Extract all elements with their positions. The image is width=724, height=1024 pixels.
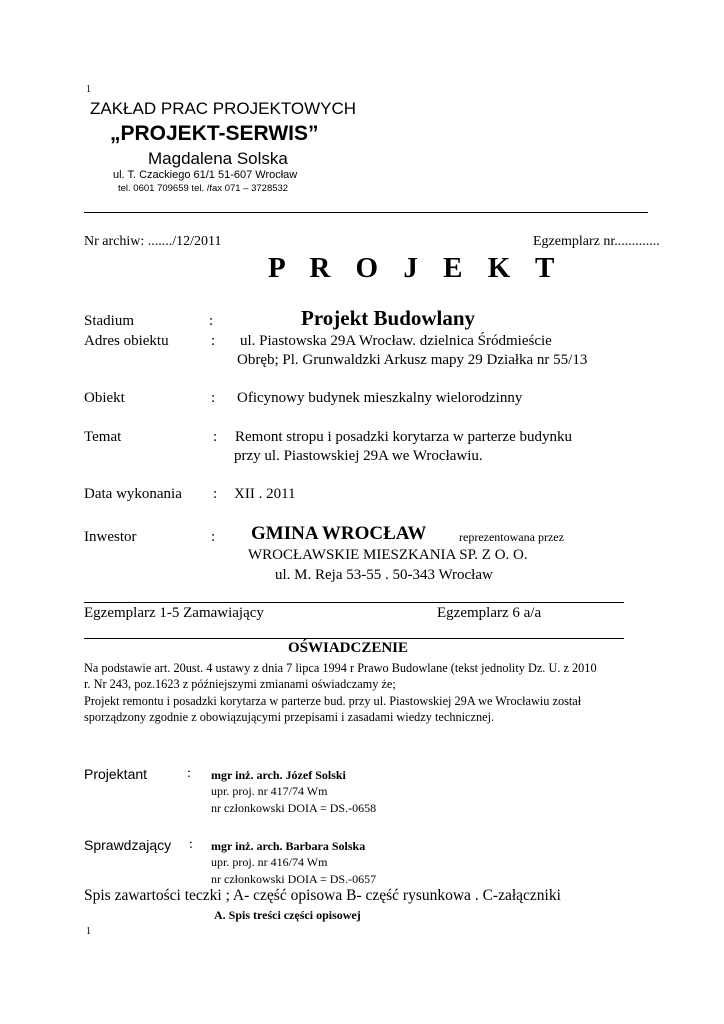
object-colon: : [211,390,216,406]
topic-line2: przy ul. Piastowskiej 29A we Wrocławiu. [234,448,483,464]
investor-name: GMINA WROCŁAW [251,523,427,544]
investor-line3: ul. M. Reja 53-55 . 50-343 Wrocław [275,567,493,583]
copies-left: Egzemplarz 1-5 Zamawiający [84,605,264,621]
copy-number: Egzemplarz nr............. [533,234,660,249]
date-label: Data wykonania [84,486,182,502]
date-colon: : [213,486,218,502]
checker-colon: : [189,837,193,852]
archive-number: Nr archiw: ......./12/2011 [84,234,222,249]
statement-heading: OŚWIADCZENIE [288,640,409,656]
company-line1: ZAKŁAD PRAC PROJEKTOWYCH [90,99,357,118]
address-line2: Obręb; Pl. Grunwaldzki Arkusz mapy 29 Działka nr 55/13 [237,352,588,368]
checker-label: Sprawdzający [84,837,172,853]
page-title: P R O J E K T [268,252,564,284]
designer-colon: : [187,766,191,781]
statement-line2: r. Nr 243, poz.1623 z późniejszymi zmianami oświadczamy że; [84,677,396,691]
topic-line1: Remont stropu i posadzki korytarza w parterze budynku [235,429,572,445]
object-label: Obiekt [84,390,125,406]
company-phones: tel. 0601 709659 tel. /fax 071 – 3728532 [118,183,289,194]
copies-bottom-rule [84,638,624,639]
designer-member: nr członkowski DOIA = DS.-0658 [211,801,377,815]
topic-label: Temat [84,429,122,445]
object-value: Oficynowy budynek mieszkalny wielorodzinny [237,390,523,406]
designer-name: mgr inż. arch. Józef Solski [211,768,346,782]
topic-colon: : [213,429,218,445]
statement-line4: sporządzony zgodnie z obowiązującymi przepisami i zasadami wiedzy technicznej. [84,710,495,724]
contents-subheading: A. Spis treści części opisowej [214,908,361,922]
address-colon: : [211,333,216,349]
statement-line3: Projekt remontu i posadzki korytarza w parterze bud. przy ul. Piastowskiej 29A we Wrocławiu został [84,694,582,708]
date-value: XII . 2011 [234,486,296,502]
checker-name: mgr inż. arch. Barbara Solska [211,839,366,853]
stadium-value: Projekt Budowlany [301,306,476,330]
checker-permit: upr. proj. nr 416/74 Wm [211,855,328,869]
address-line1: ul. Piastowska 29A Wrocław. dzielnica Śródmieście [240,333,552,349]
statement-line1: Na podstawie art. 20ust. 4 ustawy z dnia 7 lipca 1994 r Prawo Budowlane (tekst jednolity Dz. U. z 2010 [84,661,597,675]
company-address: ul. T. Czackiego 61/1 51-607 Wrocław [113,169,298,181]
investor-represented: reprezentowana przez [459,530,564,544]
header-divider [84,212,648,213]
investor-label: Inwestor [84,529,137,545]
company-owner: Magdalena Solska [148,149,288,168]
contents-line: Spis zawartości teczki ; A- część opisowa B- część rysunkowa . C-załączniki [84,887,561,904]
address-label: Adres obiektu [84,333,169,349]
company-name: „PROJEKT-SERWIS” [110,122,319,145]
checker-member: nr członkowski DOIA = DS.-0657 [211,872,377,886]
copies-right: Egzemplarz 6 a/a [437,605,542,621]
designer-permit: upr. proj. nr 417/74 Wm [211,784,328,798]
investor-colon: : [211,529,216,545]
page-number-bottom: 1 [86,926,91,937]
stadium-colon: : [209,313,214,329]
stadium-label: Stadium [84,313,135,329]
copies-top-rule [84,602,624,603]
investor-line2: WROCŁAWSKIE MIESZKANIA SP. Z O. O. [248,547,528,563]
page-number-top: 1 [86,84,91,95]
designer-label: Projektant [84,766,148,782]
